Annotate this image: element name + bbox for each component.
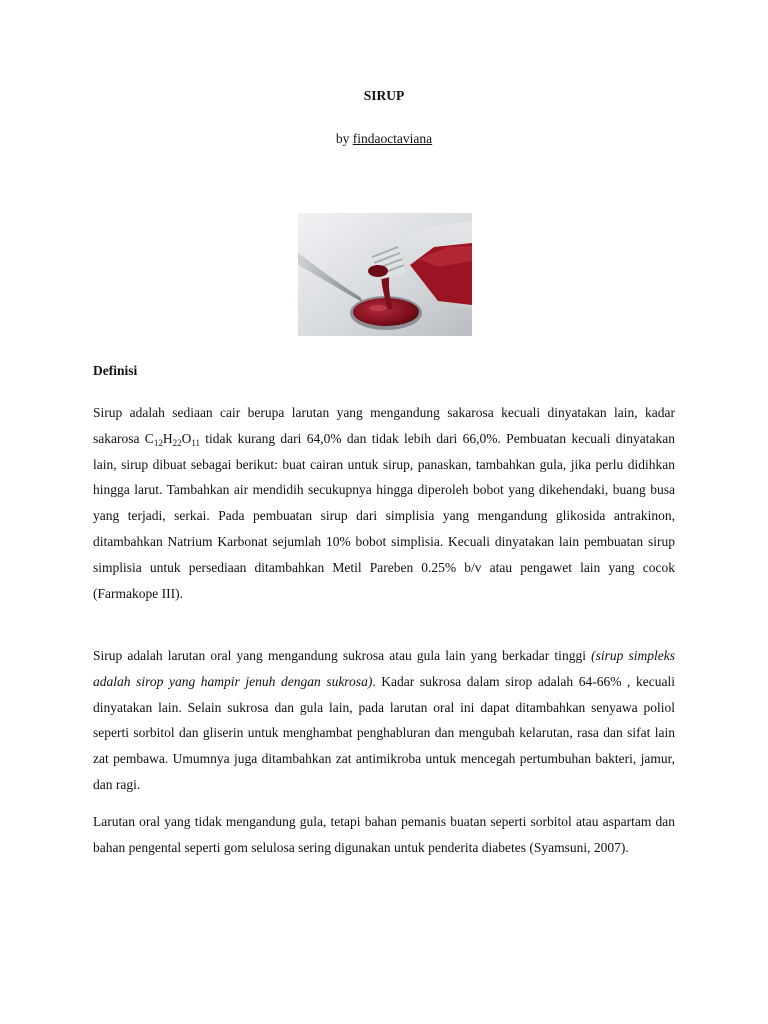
formula-o: O	[181, 430, 192, 446]
syrup-photo	[298, 213, 472, 336]
paragraph-3: Larutan oral yang tidak mengandung gula, tetapi bahan pemanis buatan seperti sorbitol atau aspartam dan bahan pengental seperti gom selulosa sering digunakan untuk penderita diabetes (Syamsuni, 2007).	[93, 814, 675, 855]
author-link[interactable]: findaoctaviana	[352, 131, 433, 146]
section-heading-definisi: Definisi	[93, 363, 138, 378]
paragraph-1	[93, 400, 675, 606]
paragraph-2-part-b: . Kadar sukrosa dalam sirop adalah 64-66% , kecuali dinyatakan lain. Selain sukrosa dan gula lain, pada larutan oral ini dapat ditambahkan senyawa poliol seperti sorbitol dan gliserin untuk menghambat penghabluran dan mengubah kelarutan, rasa dan sifat lain zat pembawa. Umumnya juga ditambahkan zat antimikroba untuk mencegah pertumbuhan bakteri, jamur, dan ragi.	[93, 673, 675, 792]
paragraph-2	[93, 643, 675, 798]
byline-prefix: by	[335, 131, 350, 146]
paragraph-2-italic: (sirup simpleks adalah sirop yang hampir jenuh dengan sukrosa)	[93, 648, 675, 689]
paragraph-2-part-a: Sirup adalah larutan oral yang mengandung sukrosa atau gula lain yang berkadar tinggi	[93, 648, 592, 663]
paragraph-1-part-b: tidak kurang dari 64,0% dan tidak lebih dari 66,0%. Pembuatan kecuali dinyatakan lain, sirup dibuat sebagai berikut: buat cairan untuk sirup, panaskan, tambahkan gula, jika perlu didihkan hingga larut. Tambahkan air mendidih secukupnya hingga diperoleh bobot yang dikehendaki, buang busa yang terjadi, serkai. Pada pembuatan sirup dari simplisia yang mengandung glikosida antrakinon, ditambahkan Natrium Karbonat sejumlah 10% bobot simplisia. Kecuali dinyatakan lain pembuatan sirup simplisia untuk persediaan ditambahkan Metil Pareben 0.25% b/v atau pengawet lain yang cocok (Farmakope III).	[93, 430, 676, 601]
subscript-11: 11	[191, 437, 200, 448]
byline	[0, 131, 768, 147]
subscript-22: 22	[172, 437, 182, 448]
formula-h: H	[162, 430, 173, 446]
document-title: SIRUP	[363, 88, 405, 103]
subscript-12: 12	[153, 437, 163, 448]
paragraph-1-part-a: Sirup adalah sediaan cair berupa larutan yang mengandung sakarosa kecuali dinyatakan lain, kadar sakarosa C	[93, 405, 675, 446]
